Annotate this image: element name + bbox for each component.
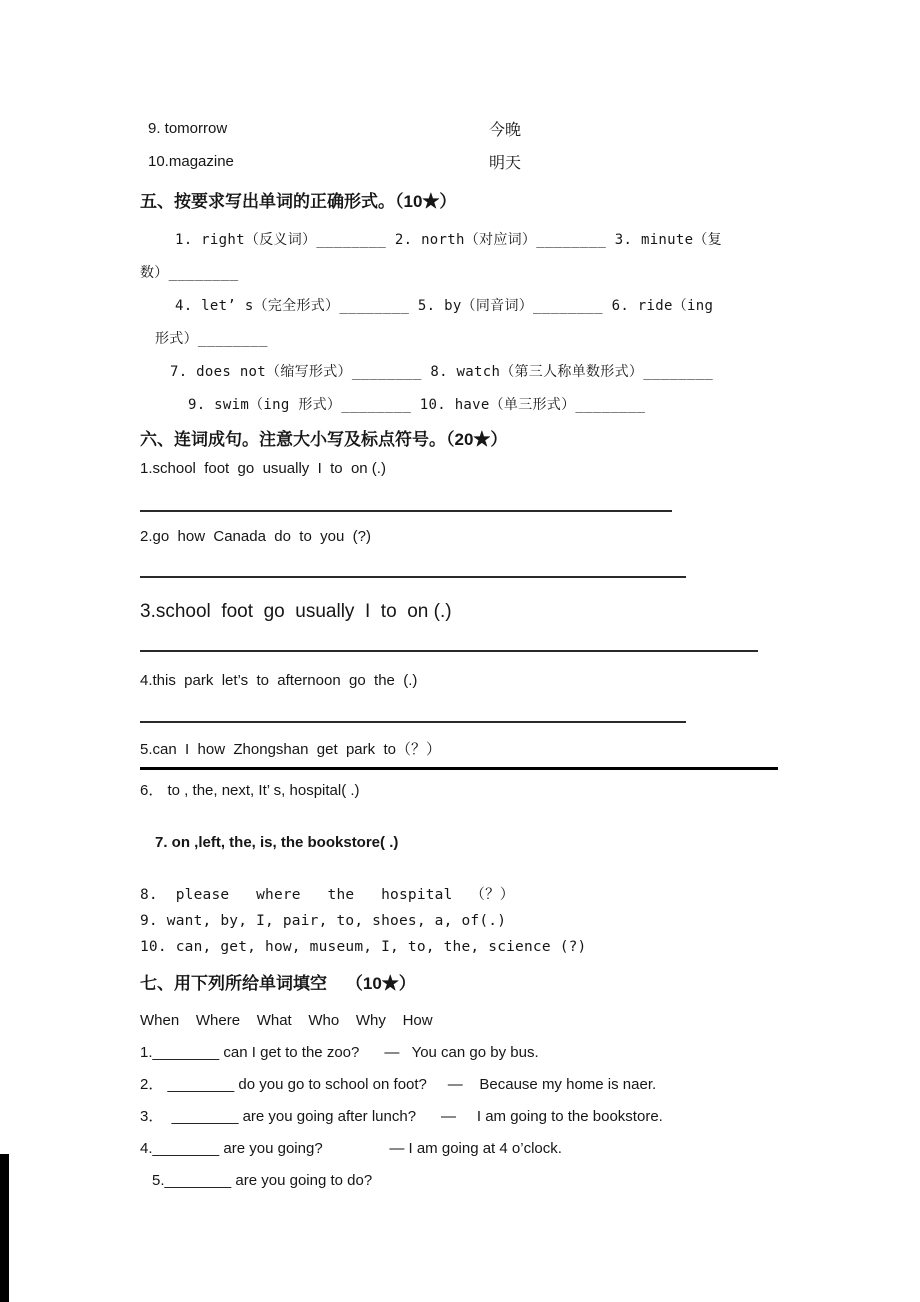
section6-item-9: 9. want, by, I, pair, to, shoes, a, of(.) [140, 913, 507, 929]
vocab-item-10 [140, 145, 830, 178]
section5-line: 1. right（反义词）________ 2. north（对应词）________ 3. minute（复 [175, 232, 722, 248]
scan-edge-bar [0, 1154, 9, 1302]
fill-blank-question-2: 2． ________ do you go to school on foot? — Because my home is naer. [140, 1076, 657, 1093]
section-7-heading: 七、用下列所给单词填空 （10★） [140, 974, 416, 993]
fill-blank-question-1: 1.________ can I get to the zoo? — You can go by bus. [140, 1044, 539, 1061]
section6-item-10: 10. can, get, how, museum, I, to, the, science (?) [140, 939, 587, 955]
section6-item-3: 3.school foot go usually I to on (.) [140, 601, 452, 622]
answer-line [140, 721, 686, 723]
vocab-meaning-cn: 今晚 [489, 120, 522, 139]
fill-blank-question-3: 3． ________ are you going after lunch? — I am going to the bookstore. [140, 1108, 663, 1125]
section6-item-2: 2.go how Canada do to you (?) [140, 528, 371, 545]
section5-line: 形式）________ [155, 331, 268, 347]
fill-blank-question-4: 4.________ are you going? — I am going at 4 o’clock. [140, 1140, 562, 1157]
section6-item-1: 1.school foot go usually I to on (.) [140, 460, 386, 477]
section6-item-6: 6． to , the, next, It’ s, hospital( .) [140, 782, 360, 799]
section5-line: 7. does not（缩写形式）________ 8. watch（第三人称单数形式）________ [170, 364, 714, 380]
vocab-item-9 [140, 112, 830, 145]
section-5-heading: 五、按要求写出单词的正确形式。（10★） [140, 192, 457, 211]
section5-line: 9. swim（ing 形式）________ 10. have（单三形式）________ [188, 397, 646, 413]
section6-item-4: 4.this park let’s to afternoon go the (.) [140, 672, 418, 689]
section6-item-7: 7. on ,left, the, is, the bookstore( .) [155, 834, 399, 851]
section6-item-5: 5.can I how Zhongshan get park to（？） [140, 741, 441, 758]
section5-line: 4. let’ s（完全形式）________ 5. by（同音词）________ 6. ride（ing [175, 298, 714, 314]
vocab-word: 9. tomorrow [148, 120, 228, 137]
answer-line [140, 576, 686, 578]
section-6-heading: 六、连词成句。注意大小写及标点符号。（20★） [140, 430, 508, 449]
fill-blank-question-5: 5.________ are you going to do? [152, 1172, 373, 1189]
section6-item-8: 8. please where the hospital （？） [140, 887, 515, 903]
word-bank: When Where What Who Why How [140, 1012, 433, 1029]
answer-line-thick [140, 767, 778, 770]
answer-line [140, 510, 672, 512]
vocab-meaning-cn: 明天 [489, 153, 522, 172]
answer-line [140, 650, 758, 652]
section5-line: 数）________ [140, 265, 239, 281]
vocab-word: 10.magazine [148, 153, 234, 170]
